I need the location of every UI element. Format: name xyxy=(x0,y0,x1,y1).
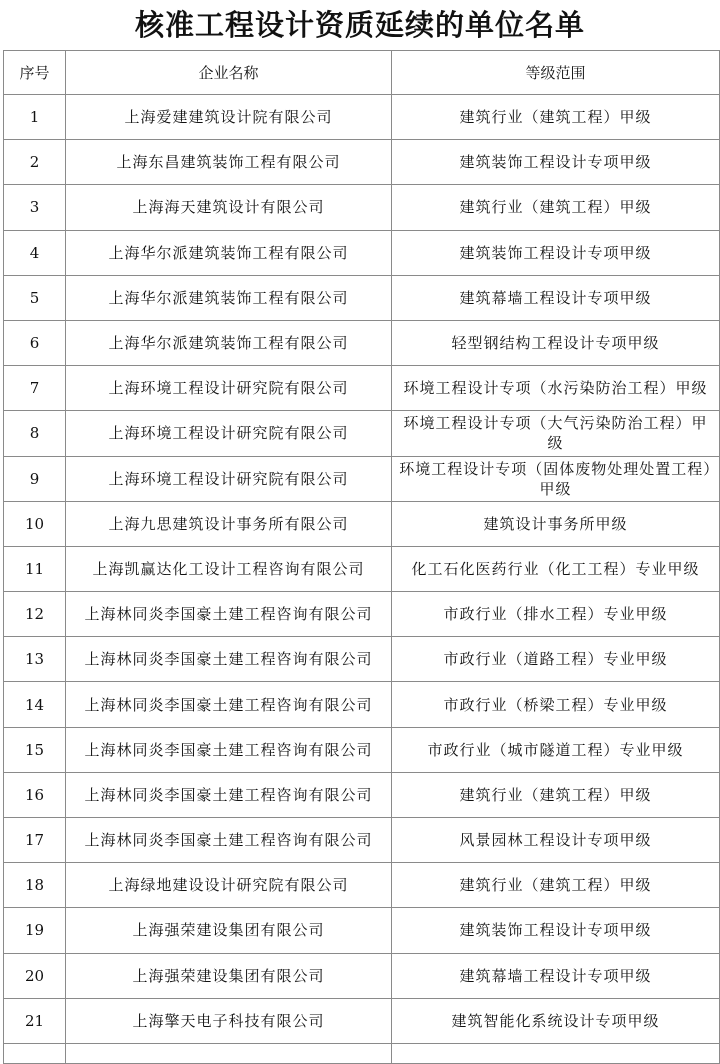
row-number: 3 xyxy=(4,185,66,230)
table-row xyxy=(4,140,720,185)
company-name: 上海强荣建设集团有限公司 xyxy=(66,953,392,998)
row-number: 19 xyxy=(4,908,66,953)
row-number: 10 xyxy=(4,501,66,546)
table-row xyxy=(4,682,720,727)
table-row xyxy=(4,637,720,682)
qualification-scope: 建筑行业（建筑工程）甲级 xyxy=(392,863,720,908)
row-number: 13 xyxy=(4,637,66,682)
row-number: 18 xyxy=(4,863,66,908)
qualification-scope: 环境工程设计专项（水污染防治工程）甲级 xyxy=(392,366,720,411)
table-row xyxy=(4,501,720,546)
company-name: 上海林同炎李国豪土建工程咨询有限公司 xyxy=(66,637,392,682)
company-name: 上海林同炎李国豪土建工程咨询有限公司 xyxy=(66,727,392,772)
table-row xyxy=(4,772,720,817)
qualification-table xyxy=(3,50,720,1064)
company-name: 上海环境工程设计研究院有限公司 xyxy=(66,456,392,501)
column-header-scope: 等级范围 xyxy=(392,51,720,95)
table-row xyxy=(4,275,720,320)
table-row xyxy=(4,185,720,230)
empty-cell xyxy=(392,1043,720,1063)
row-number: 6 xyxy=(4,320,66,365)
qualification-scope: 市政行业（城市隧道工程）专业甲级 xyxy=(392,727,720,772)
row-number: 2 xyxy=(4,140,66,185)
row-number: 14 xyxy=(4,682,66,727)
qualification-scope: 市政行业（排水工程）专业甲级 xyxy=(392,592,720,637)
row-number: 5 xyxy=(4,275,66,320)
qualification-scope: 建筑设计事务所甲级 xyxy=(392,501,720,546)
qualification-scope: 市政行业（道路工程）专业甲级 xyxy=(392,637,720,682)
row-number: 21 xyxy=(4,998,66,1043)
company-name: 上海林同炎李国豪土建工程咨询有限公司 xyxy=(66,772,392,817)
qualification-scope: 建筑行业（建筑工程）甲级 xyxy=(392,772,720,817)
table-row-partial xyxy=(4,1043,720,1063)
company-name: 上海林同炎李国豪土建工程咨询有限公司 xyxy=(66,682,392,727)
qualification-scope: 建筑智能化系统设计专项甲级 xyxy=(392,998,720,1043)
column-header-no: 序号 xyxy=(4,51,66,95)
empty-cell xyxy=(66,1043,392,1063)
qualification-scope: 建筑装饰工程设计专项甲级 xyxy=(392,908,720,953)
qualification-scope: 建筑幕墙工程设计专项甲级 xyxy=(392,275,720,320)
company-name: 上海九思建筑设计事务所有限公司 xyxy=(66,501,392,546)
page-title: 核准工程设计资质延续的单位名单 xyxy=(134,8,585,42)
table-row xyxy=(4,998,720,1043)
row-number: 15 xyxy=(4,727,66,772)
qualification-scope: 化工石化医药行业（化工工程）专业甲级 xyxy=(392,546,720,591)
row-number: 4 xyxy=(4,230,66,275)
table-row xyxy=(4,320,720,365)
table-row xyxy=(4,592,720,637)
qualification-scope: 建筑行业（建筑工程）甲级 xyxy=(392,185,720,230)
row-number: 7 xyxy=(4,366,66,411)
qualification-scope: 市政行业（桥梁工程）专业甲级 xyxy=(392,682,720,727)
qualification-scope: 轻型钢结构工程设计专项甲级 xyxy=(392,320,720,365)
company-name: 上海华尔派建筑装饰工程有限公司 xyxy=(66,230,392,275)
qualification-scope: 建筑装饰工程设计专项甲级 xyxy=(392,230,720,275)
company-name: 上海华尔派建筑装饰工程有限公司 xyxy=(66,275,392,320)
company-name: 上海东昌建筑装饰工程有限公司 xyxy=(66,140,392,185)
qualification-scope: 环境工程设计专项（固体废物处理处置工程）甲级 xyxy=(392,456,720,501)
empty-cell xyxy=(4,1043,66,1063)
row-number: 16 xyxy=(4,772,66,817)
company-name: 上海林同炎李国豪土建工程咨询有限公司 xyxy=(66,592,392,637)
row-number: 9 xyxy=(4,456,66,501)
table-row xyxy=(4,546,720,591)
qualification-scope: 风景园林工程设计专项甲级 xyxy=(392,818,720,863)
row-number: 8 xyxy=(4,411,66,456)
row-number: 20 xyxy=(4,953,66,998)
row-number: 17 xyxy=(4,818,66,863)
table-row xyxy=(4,818,720,863)
row-number: 1 xyxy=(4,95,66,140)
table-row xyxy=(4,727,720,772)
company-name: 上海环境工程设计研究院有限公司 xyxy=(66,366,392,411)
column-header-company: 企业名称 xyxy=(66,51,392,95)
company-name: 上海凯赢达化工设计工程咨询有限公司 xyxy=(66,546,392,591)
table-row xyxy=(4,908,720,953)
company-name: 上海强荣建设集团有限公司 xyxy=(66,908,392,953)
qualification-scope: 建筑幕墙工程设计专项甲级 xyxy=(392,953,720,998)
company-name: 上海绿地建设设计研究院有限公司 xyxy=(66,863,392,908)
row-number: 12 xyxy=(4,592,66,637)
table-row xyxy=(4,411,720,456)
table-row xyxy=(4,230,720,275)
table-row xyxy=(4,953,720,998)
table-header-row xyxy=(4,51,720,95)
qualification-scope: 建筑行业（建筑工程）甲级 xyxy=(392,95,720,140)
company-name: 上海擎天电子科技有限公司 xyxy=(66,998,392,1043)
qualification-scope: 建筑装饰工程设计专项甲级 xyxy=(392,140,720,185)
qualification-scope: 环境工程设计专项（大气污染防治工程）甲级 xyxy=(392,411,720,456)
company-name: 上海环境工程设计研究院有限公司 xyxy=(66,411,392,456)
company-name: 上海华尔派建筑装饰工程有限公司 xyxy=(66,320,392,365)
company-name: 上海海天建筑设计有限公司 xyxy=(66,185,392,230)
table-row xyxy=(4,456,720,501)
table-row xyxy=(4,366,720,411)
company-name: 上海爱建建筑设计院有限公司 xyxy=(66,95,392,140)
company-name: 上海林同炎李国豪土建工程咨询有限公司 xyxy=(66,818,392,863)
table-row xyxy=(4,863,720,908)
row-number: 11 xyxy=(4,546,66,591)
table-row xyxy=(4,95,720,140)
